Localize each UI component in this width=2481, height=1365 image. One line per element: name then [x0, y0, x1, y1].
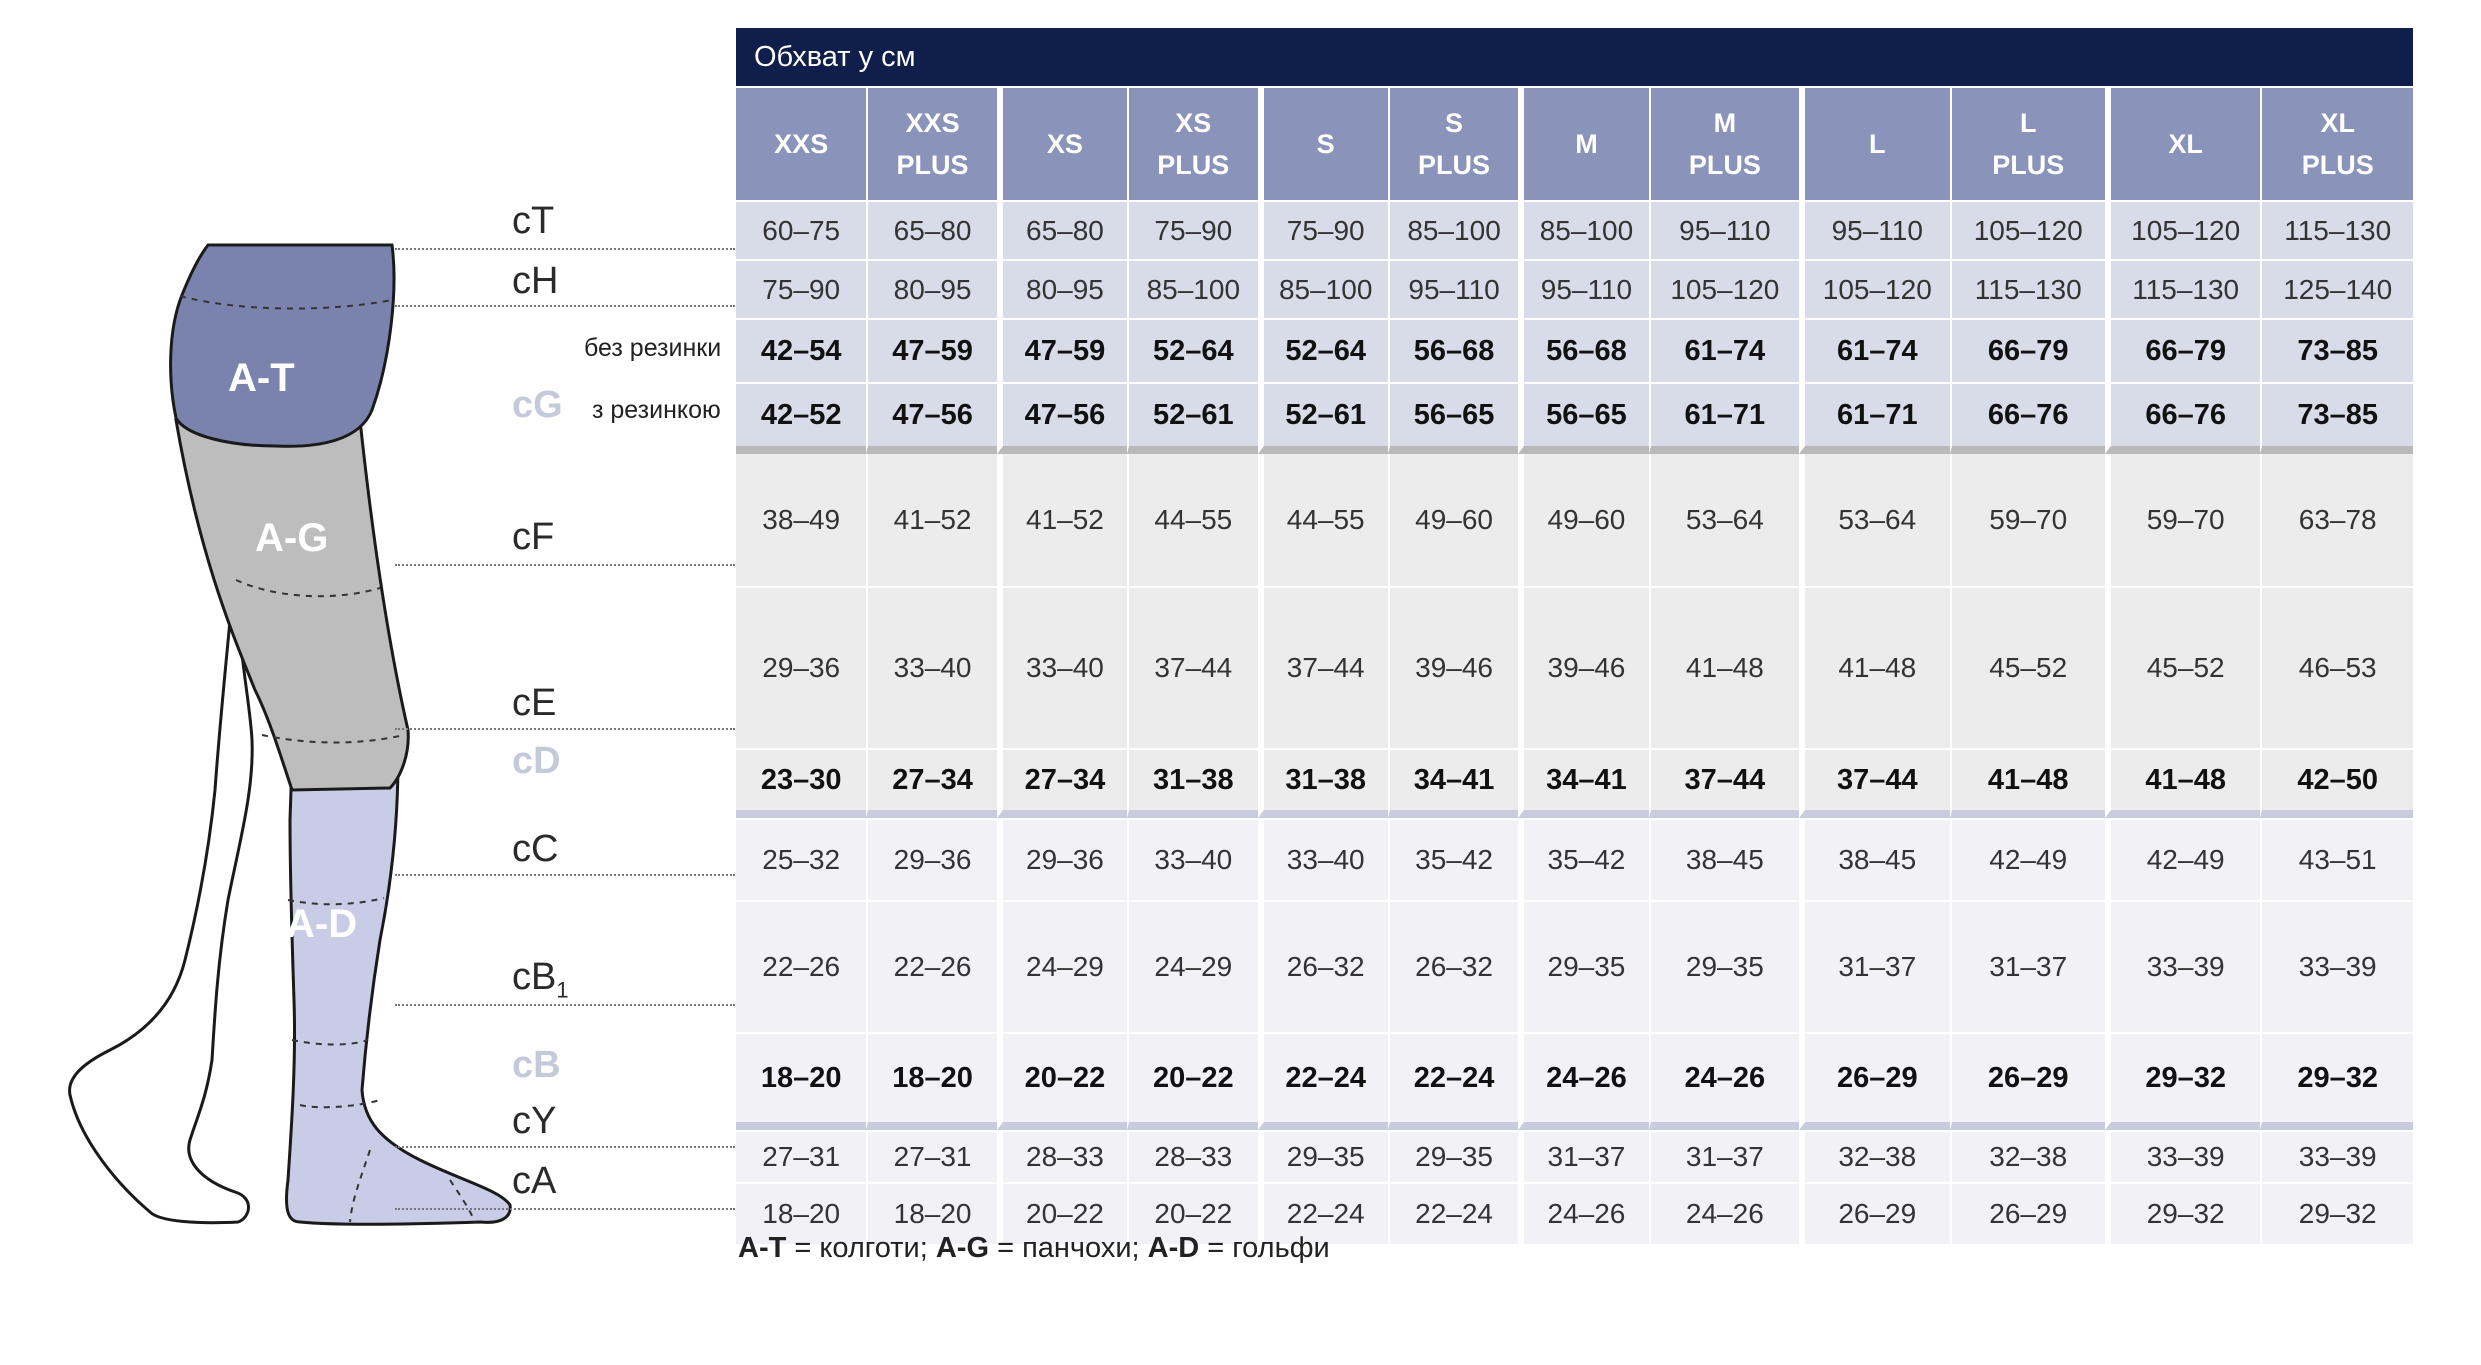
table-cell: 61–74	[1799, 318, 1949, 382]
guide-cY	[395, 1146, 735, 1148]
size-label: XS	[1175, 108, 1212, 138]
table-row-cC	[736, 818, 2413, 900]
table-cell: 31–37	[1950, 900, 2105, 1032]
table-cell: 75–90	[1258, 200, 1388, 259]
table-cell: 33–40	[1258, 818, 1388, 900]
size-plus-label: PLUS	[1157, 150, 1230, 180]
label-cB: cB	[512, 1044, 561, 1086]
table-cell: 26–29	[1950, 1032, 2105, 1130]
size-header-row	[736, 86, 2413, 200]
label-cC: cC	[512, 828, 559, 870]
table-cell: 41–48	[1649, 586, 1799, 748]
table-cell: 18–20	[736, 1032, 866, 1130]
table-cell: 20–22	[997, 1182, 1127, 1244]
table-cell: 73–85	[2260, 318, 2413, 382]
label-cE: cE	[512, 682, 557, 724]
table-cell: 32–38	[1950, 1130, 2105, 1182]
table-cell: 25–32	[736, 818, 866, 900]
legend-at-key: A-T	[738, 1232, 787, 1264]
table-cell: 26–32	[1388, 900, 1518, 1032]
table-cell: 38–45	[1649, 818, 1799, 900]
table-cell: 29–35	[1649, 900, 1799, 1032]
label-cD: cD	[512, 740, 561, 782]
table-cell: 31–37	[1518, 1130, 1648, 1182]
table-cell: 38–49	[736, 454, 866, 586]
table-cell: 41–48	[1950, 748, 2105, 818]
table-cell: 56–68	[1518, 318, 1648, 382]
table-cell: 43–51	[2260, 818, 2413, 900]
table-cell: 53–64	[1799, 454, 1949, 586]
zone-AT-shape	[171, 245, 394, 446]
size-label: S	[1316, 129, 1335, 159]
guide-cF	[395, 564, 735, 566]
table-cell: 49–60	[1388, 454, 1518, 586]
table-cell: 26–29	[1799, 1182, 1949, 1244]
table-cell: 29–35	[1518, 900, 1648, 1032]
table-cell: 24–26	[1649, 1032, 1799, 1130]
legend-at-value: = колготи;	[786, 1232, 936, 1264]
table-cell: 33–39	[2260, 900, 2413, 1032]
table-cell: 34–41	[1518, 748, 1648, 818]
table-cell: 33–39	[2260, 1130, 2413, 1182]
table-cell: 105–120	[2105, 200, 2260, 259]
table-cell: 22–26	[736, 900, 866, 1032]
table-cell: 56–68	[1388, 318, 1518, 382]
table-cell: 80–95	[997, 259, 1127, 318]
table-cell: 61–74	[1649, 318, 1799, 382]
zone-AD-label: A-D	[286, 902, 358, 946]
table-cell: 47–56	[866, 382, 996, 454]
table-cell: 53–64	[1649, 454, 1799, 586]
table-cell: 85–100	[1127, 259, 1257, 318]
table-cell: 22–24	[1258, 1032, 1388, 1130]
table-cell: 42–49	[2105, 818, 2260, 900]
table-cell: 38–45	[1799, 818, 1949, 900]
guide-cB1	[395, 1004, 735, 1006]
table-cell: 28–33	[1127, 1130, 1257, 1182]
table-cell: 42–54	[736, 318, 866, 382]
table-cell: 31–37	[1799, 900, 1949, 1032]
table-cell: 22–24	[1388, 1182, 1518, 1244]
table-row-cG_no_band	[736, 318, 2413, 382]
size-label: L	[2019, 108, 2037, 138]
table-cell: 61–71	[1649, 382, 1799, 454]
table-cell: 34–41	[1388, 748, 1518, 818]
size-header-7	[1649, 86, 1799, 200]
table-cell: 18–20	[736, 1182, 866, 1244]
back-leg-outline	[70, 560, 253, 1223]
zone-AG-shape	[176, 420, 408, 790]
table-cell: 46–53	[2260, 586, 2413, 748]
table-cell: 39–46	[1518, 586, 1648, 748]
size-plus-label: PLUS	[2301, 150, 2374, 180]
table-cell: 105–120	[1649, 259, 1799, 318]
table-cell: 23–30	[736, 748, 866, 818]
zone-AG-label: A-G	[255, 516, 329, 560]
table-cell: 41–52	[997, 454, 1127, 586]
table-cell: 59–70	[2105, 454, 2260, 586]
size-header-10	[2105, 86, 2260, 200]
size-header-1	[866, 86, 996, 200]
table-cell: 41–52	[866, 454, 996, 586]
table-cell: 80–95	[866, 259, 996, 318]
table-cell: 29–32	[2260, 1032, 2413, 1130]
table-cell: 60–75	[736, 200, 866, 259]
table-cell: 18–20	[866, 1032, 996, 1130]
table-cell: 28–33	[997, 1130, 1127, 1182]
table-cell: 85–100	[1518, 200, 1648, 259]
table-row-cY	[736, 1130, 2413, 1182]
table-cell: 65–80	[997, 200, 1127, 259]
size-header-0	[736, 86, 866, 200]
table-cell: 26–29	[1799, 1032, 1949, 1130]
table-cell: 75–90	[1127, 200, 1257, 259]
table-cell: 66–76	[2105, 382, 2260, 454]
table-cell: 52–64	[1127, 318, 1257, 382]
table-cell: 39–46	[1388, 586, 1518, 748]
size-label: XL	[2320, 108, 2355, 138]
table-cell: 95–110	[1518, 259, 1648, 318]
table-row-cB1	[736, 900, 2413, 1032]
table-cell: 33–39	[2105, 1130, 2260, 1182]
size-label: M	[1575, 129, 1598, 159]
table-cell: 31–38	[1258, 748, 1388, 818]
table-cell: 95–110	[1649, 200, 1799, 259]
zone-AD-shape	[287, 760, 511, 1224]
table-cell: 52–64	[1258, 318, 1388, 382]
table-cell: 105–120	[1950, 200, 2105, 259]
table-cell: 37–44	[1127, 586, 1257, 748]
table-row-cD	[736, 748, 2413, 818]
table-cell: 66–79	[1950, 318, 2105, 382]
table-cell: 115–130	[2260, 200, 2413, 259]
table-cell: 56–65	[1518, 382, 1648, 454]
table-cell: 22–24	[1388, 1032, 1518, 1130]
table-cell: 37–44	[1799, 748, 1949, 818]
table-cell: 47–56	[997, 382, 1127, 454]
label-cG-band: з резинкою	[592, 396, 721, 424]
leg-illustration	[0, 0, 740, 1250]
size-header-2	[997, 86, 1127, 200]
guide-cC	[395, 874, 735, 876]
table-cell: 24–26	[1518, 1032, 1648, 1130]
size-header-6	[1518, 86, 1648, 200]
size-label: XS	[1046, 129, 1083, 159]
size-label: XXS	[905, 108, 960, 138]
table-cell: 27–34	[997, 748, 1127, 818]
table-cell: 41–48	[1799, 586, 1949, 748]
table-cell: 24–26	[1649, 1182, 1799, 1244]
table-cell: 45–52	[1950, 586, 2105, 748]
size-header-5	[1388, 86, 1518, 200]
table-cell: 95–110	[1799, 200, 1949, 259]
table-cell: 44–55	[1258, 454, 1388, 586]
table-cell: 63–78	[2260, 454, 2413, 586]
table-cell: 33–40	[997, 586, 1127, 748]
table-cell: 29–32	[2260, 1182, 2413, 1244]
size-header-11	[2260, 86, 2413, 200]
table-cell: 37–44	[1649, 748, 1799, 818]
guide-cA	[395, 1208, 735, 1210]
table-cell: 24–29	[997, 900, 1127, 1032]
table-cell: 66–76	[1950, 382, 2105, 454]
legend-ad-value: = гольфи	[1199, 1232, 1330, 1264]
table-cell: 66–79	[2105, 318, 2260, 382]
table-cell: 47–59	[997, 318, 1127, 382]
size-label: XXS	[774, 129, 829, 159]
table-cell: 42–50	[2260, 748, 2413, 818]
table-cell: 27–34	[866, 748, 996, 818]
size-plus-label: PLUS	[896, 150, 969, 180]
table-cell: 45–52	[2105, 586, 2260, 748]
guide-cH	[395, 305, 735, 307]
table-cell: 125–140	[2260, 259, 2413, 318]
guide-cT	[395, 248, 735, 250]
table-cell: 85–100	[1388, 200, 1518, 259]
guide-cE	[395, 728, 735, 730]
table-cell: 42–49	[1950, 818, 2105, 900]
table-cell: 49–60	[1518, 454, 1648, 586]
table-cell: 61–71	[1799, 382, 1949, 454]
table-cell: 33–39	[2105, 900, 2260, 1032]
table-cell: 20–22	[997, 1032, 1127, 1130]
table-cell: 29–36	[866, 818, 996, 900]
table-cell: 29–35	[1258, 1130, 1388, 1182]
table-cell: 32–38	[1799, 1130, 1949, 1182]
table-cell: 56–65	[1388, 382, 1518, 454]
size-plus-label: PLUS	[1992, 150, 2065, 180]
table-cell: 29–32	[2105, 1182, 2260, 1244]
table-cell: 24–26	[1518, 1182, 1648, 1244]
size-label: L	[1869, 129, 1886, 159]
table-cell: 27–31	[736, 1130, 866, 1182]
table-cell: 115–130	[1950, 259, 2105, 318]
zone-AT-label: A-T	[228, 356, 295, 400]
table-cell: 29–36	[997, 818, 1127, 900]
table-cell: 59–70	[1950, 454, 2105, 586]
size-header-8	[1799, 86, 1949, 200]
size-header-4	[1258, 86, 1388, 200]
table-cell: 27–31	[866, 1130, 996, 1182]
table-cell: 22–24	[1258, 1182, 1388, 1244]
size-chart-table	[736, 28, 2413, 1244]
table-cell: 31–38	[1127, 748, 1257, 818]
table-row-cB	[736, 1032, 2413, 1130]
legend-ad-key: A-D	[1147, 1232, 1200, 1264]
table-cell: 75–90	[736, 259, 866, 318]
table-row-cE	[736, 586, 2413, 748]
table-cell: 29–35	[1388, 1130, 1518, 1182]
table-cell: 47–59	[866, 318, 996, 382]
label-cY: cY	[512, 1100, 557, 1142]
table-cell: 33–40	[1127, 818, 1257, 900]
size-plus-label: PLUS	[1418, 150, 1491, 180]
table-cell: 35–42	[1388, 818, 1518, 900]
table-cell: 85–100	[1258, 259, 1388, 318]
label-cG-no-band: без резинки	[584, 334, 722, 362]
table-cell: 35–42	[1518, 818, 1648, 900]
legend	[738, 1232, 1330, 1265]
table-cell: 65–80	[866, 200, 996, 259]
table-cell: 37–44	[1258, 586, 1388, 748]
table-cell: 33–40	[866, 586, 996, 748]
table-cell: 31–37	[1649, 1130, 1799, 1182]
table-cell: 26–29	[1950, 1182, 2105, 1244]
size-header-9	[1950, 86, 2105, 200]
legend-ag-key: A-G	[935, 1232, 990, 1264]
label-cH: cH	[512, 260, 559, 302]
table-cell: 20–22	[1127, 1182, 1257, 1244]
table-cell: 20–22	[1127, 1032, 1257, 1130]
table-cell: 41–48	[2105, 748, 2260, 818]
table-cell: 42–52	[736, 382, 866, 454]
size-label: S	[1445, 108, 1464, 138]
table-cell: 29–36	[736, 586, 866, 748]
table-cell: 44–55	[1127, 454, 1257, 586]
table-cell: 52–61	[1127, 382, 1257, 454]
table-cell: 105–120	[1799, 259, 1949, 318]
table-cell: 29–32	[2105, 1032, 2260, 1130]
size-plus-label: PLUS	[1688, 150, 1761, 180]
table-cell: 22–26	[866, 900, 996, 1032]
table-cell: 26–32	[1258, 900, 1388, 1032]
label-cF: cF	[512, 516, 555, 558]
table-title: Обхват у см	[736, 28, 2413, 86]
label-cB1: $cB_1$	[512, 956, 569, 1003]
table-cell: 95–110	[1388, 259, 1518, 318]
table-row-cG_band	[736, 382, 2413, 454]
table-row-cF	[736, 454, 2413, 586]
table-row-cH	[736, 259, 2413, 318]
table-row-cT	[736, 200, 2413, 259]
label-cT: cT	[512, 200, 555, 242]
table-cell: 52–61	[1258, 382, 1388, 454]
label-cA: cA	[512, 1160, 557, 1202]
table-cell: 73–85	[2260, 382, 2413, 454]
size-label: XL	[2168, 129, 2203, 159]
table-cell: 115–130	[2105, 259, 2260, 318]
legend-ag-value: = панчохи;	[989, 1232, 1148, 1264]
table-cell: 24–29	[1127, 900, 1257, 1032]
size-label: M	[1713, 108, 1737, 138]
size-header-3	[1127, 86, 1257, 200]
table-cell: 18–20	[866, 1182, 996, 1244]
label-cG: cG	[512, 384, 563, 426]
